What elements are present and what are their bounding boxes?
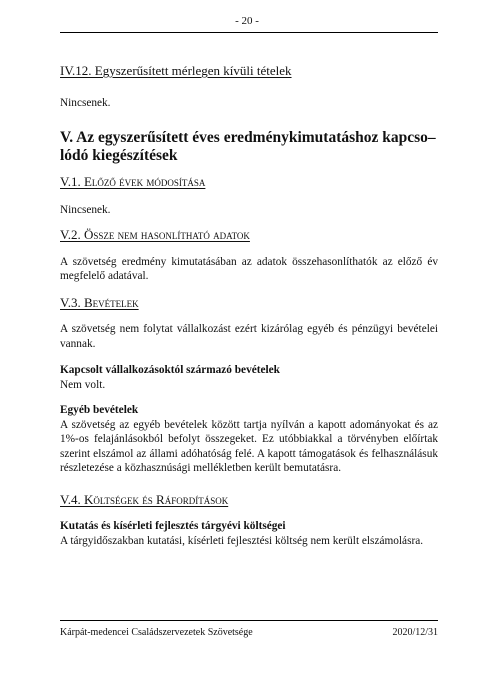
page-content: [60, 64, 438, 548]
footer: [60, 627, 438, 638]
section-v3-sub1-text: Nem volt.: [60, 378, 106, 391]
section-v-heading: V. Az egyszerűsített éves eredménykimutatáshoz kapcso–lódó kiegészítések: [60, 129, 436, 164]
section-v2-text: A szövetség eredmény kimutatásában az adatok összehasonlíthatók az előző év megfelelő adatával.: [60, 255, 438, 282]
section-v4-sub1-title: Kutatás és kísérleti fejlesztés tárgyévi költségei: [60, 520, 286, 532]
section-v1-heading: V.1. Előző évek módosítása: [60, 174, 206, 189]
section-v4-heading: V.4. Költségek és Ráfordítások: [60, 491, 229, 507]
section-v2-heading: V.2. Össze nem hasonlítható adatok: [60, 227, 250, 242]
section-iv12-text: Nincsenek.: [60, 96, 111, 109]
section-iv12-heading: IV.12. Egyszerűsített mérlegen kívüli tételek: [60, 63, 292, 78]
section-v3-sub2-text: A szövetség az egyéb bevételek között tartja nyílván a kapott adományokat és az 1%-os felajánlásokból befolyt összegeket. Ez utóbbiakkal a törvényben előírtak szerint elszámol az állami adóhatóság felé. A kapott támogatások és felhasználásuk részletezése a közhasznúsági mellékletben került bemutatásra.: [60, 418, 438, 474]
section-v4-sub1-text: A tárgyidőszakban kutatási, kísérleti fejlesztési költség nem került elszámolásra.: [60, 534, 424, 547]
section-v3-text: A szövetség nem folytat vállalkozást ezért kizárólag egyéb és pénzügyi bevételei vannak.: [60, 323, 438, 350]
header-rule: [60, 32, 438, 33]
section-v1-text: Nincsenek.: [60, 203, 111, 216]
section-v3-sub1-title: Kapcsolt vállalkozásoktól származó bevételek: [60, 364, 280, 376]
footer-organization: Kárpát-medencei Családszervezetek Szövetsége: [60, 627, 253, 638]
footer-rule: [60, 620, 438, 621]
section-v3-sub2-title: Egyéb bevételek: [60, 404, 139, 416]
section-v3-heading: V.3. Bevételek: [60, 294, 139, 310]
page-number: - 20 -: [235, 15, 259, 27]
footer-date: 2020/12/31: [392, 627, 438, 638]
